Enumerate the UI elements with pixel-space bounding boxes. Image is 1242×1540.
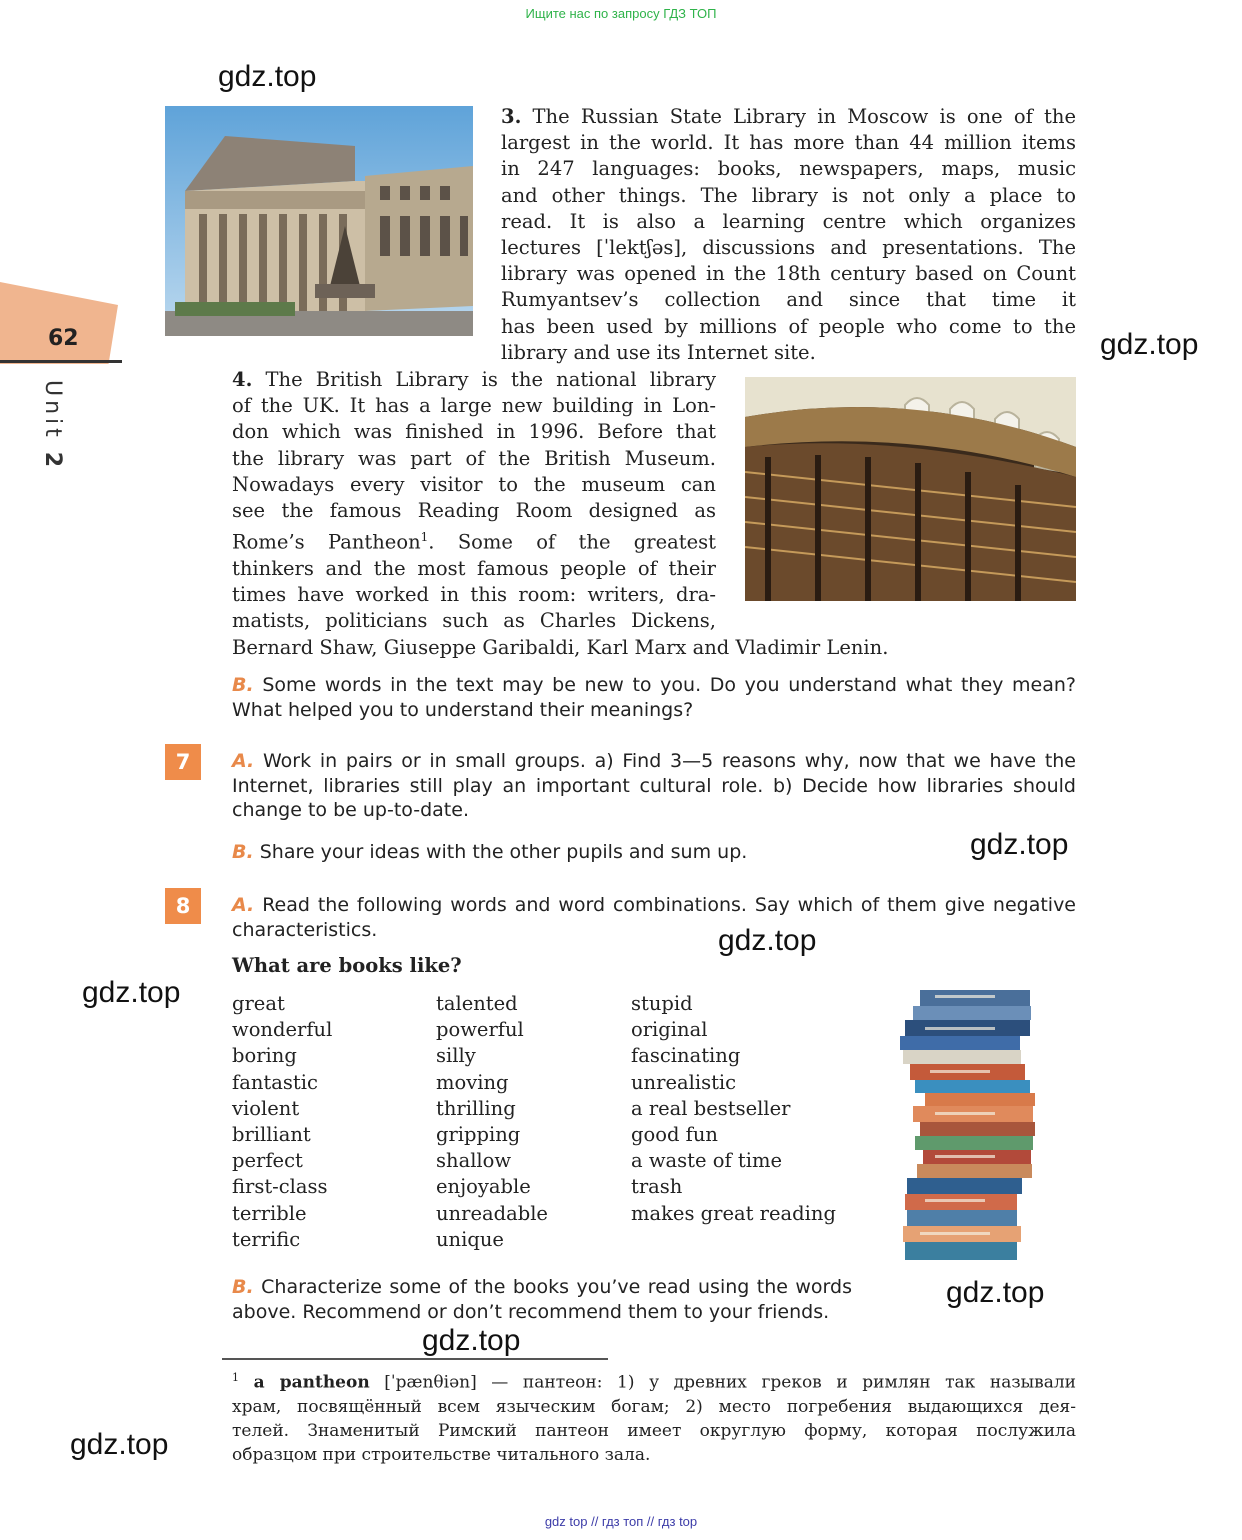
footnote-line: храм, посвящённый всем языческим богам; 2) место погребения выдающихся дея-	[232, 1396, 1076, 1417]
task-6b	[232, 673, 1076, 722]
footnote-rule	[222, 1358, 608, 1360]
word-item: powerful	[436, 1018, 524, 1042]
bottom-links[interactable]: gdz top // гдз топ // гдз top	[544, 1514, 698, 1529]
paragraph-line: times have worked in this room: writers, dra-	[232, 583, 716, 607]
word-item: great	[232, 992, 285, 1015]
task-line: change to be up-to-date.	[232, 799, 469, 821]
paragraph-line: matists, politicians such as Charles Dickens,	[232, 609, 716, 633]
task-text: Share your ideas with the other pupils and sum up.	[259, 841, 748, 863]
word-item: enjoyable	[436, 1175, 531, 1199]
task-line: B. Characterize some of the books you’ve read using the words	[232, 1276, 852, 1298]
word-item: a waste of time	[631, 1149, 782, 1173]
paragraph-line: lectures [ˈlektʃəs], discussions and presentations. The	[501, 236, 1076, 260]
exercise-8a	[232, 893, 1076, 942]
task-letter: A.	[232, 894, 255, 916]
watermark: gdz.top	[218, 60, 317, 93]
footnote-marker: 1	[232, 1371, 239, 1384]
task-letter: B.	[232, 841, 254, 863]
watermark: gdz.top	[718, 924, 817, 957]
paragraph-line: of the UK. It has a large new building in Lon-	[232, 394, 716, 418]
page-number: 62	[48, 326, 79, 351]
paragraph-line: library and use its Internet site.	[501, 340, 816, 364]
task-line: A. Work in pairs or in small groups. a) Find 3—5 reasons why, now that we have the	[232, 750, 1076, 772]
page-tab	[0, 282, 118, 364]
word-item: fascinating	[631, 1044, 741, 1068]
paragraph-number: 3.	[501, 105, 522, 128]
word-item: unique	[436, 1227, 504, 1251]
task-letter: B.	[232, 674, 254, 696]
book-stack-illustration	[895, 985, 1045, 1270]
unit-number: 2	[40, 451, 65, 472]
word-item: wonderful	[232, 1018, 333, 1042]
paragraph-line: has been used by millions of people who come to the	[501, 314, 1076, 338]
footnote-marker: 1	[420, 530, 429, 545]
paragraph-line: thinkers and the most famous people of their	[232, 556, 716, 580]
word-item: thrilling	[436, 1096, 516, 1120]
word-item: talented	[436, 992, 518, 1015]
word-item: a real bestseller	[631, 1096, 791, 1120]
paragraph-4	[232, 367, 889, 661]
watermark: gdz.top	[970, 828, 1069, 861]
word-item: first-class	[232, 1175, 328, 1199]
paragraph-line: the library was part of the British Museum.	[232, 446, 716, 470]
books-heading: What are books like?	[232, 954, 462, 977]
words-column-1	[232, 991, 422, 1253]
word-item: fantastic	[232, 1070, 318, 1094]
exercise-7b	[232, 840, 932, 865]
watermark: gdz.top	[422, 1324, 521, 1357]
paragraph-line: Bernard Shaw, Giuseppe Garibaldi, Karl Marx and Vladimir Lenin.	[232, 635, 889, 659]
word-item: terrific	[232, 1227, 301, 1251]
exercise-8-number: 8	[165, 888, 201, 924]
words-column-2	[436, 991, 616, 1253]
task-line: above. Recommend or don’t recommend them to your friends.	[232, 1300, 830, 1323]
paragraph-line: library was opened in the 18th century based on Count	[501, 262, 1076, 286]
paragraph-3	[501, 104, 1076, 366]
paragraph-line: don which was finished in 1996. Before that	[232, 420, 716, 444]
footnote-term: a pantheon	[253, 1372, 370, 1393]
watermark: gdz.top	[70, 1428, 169, 1461]
paragraph-number: 4.	[232, 368, 253, 391]
task-line: B. Some words in the text may be new to you. Do you understand what they mean?	[232, 674, 1076, 696]
word-item: unreadable	[436, 1201, 548, 1225]
watermark: gdz.top	[946, 1276, 1045, 1309]
footnote-line: телей. Знаменитый Римский пантеон имеет округлую форму, которая послужила	[232, 1420, 1076, 1441]
task-letter: B.	[232, 1276, 254, 1298]
task-line: A. Read the following words and word combinations. Say which of them give negative	[232, 894, 1076, 916]
word-item: boring	[232, 1044, 297, 1068]
paragraph-line: largest in the world. It has more than 44 million items	[501, 131, 1076, 155]
word-item: makes great reading	[631, 1201, 836, 1225]
footnote-line: $^1$ a pantheon [ˈpænθiən] — пантеон: 1) у древних греков и римлян так называли	[232, 1371, 1076, 1393]
reading-room-photo	[745, 377, 1076, 601]
task-letter: A.	[232, 750, 255, 772]
footnote-line: образцом при строительстве читального зала.	[232, 1444, 651, 1465]
unit-word: Unit	[40, 380, 65, 441]
word-item: violent	[232, 1096, 300, 1120]
paragraph-line: Rumyantsev’s collection and since that time it	[501, 288, 1076, 312]
task-line: Internet, libraries still play an important cultural role. b) Decide how libraries should	[232, 774, 1076, 797]
watermark: gdz.top	[82, 976, 181, 1009]
word-item: shallow	[436, 1149, 512, 1173]
exercise-7-number: 7	[165, 744, 201, 780]
word-item: unrealistic	[631, 1070, 737, 1094]
paragraph-line: Rome’s Pantheon$^1$. Some of the greatest	[232, 530, 716, 554]
word-item: brilliant	[232, 1122, 311, 1146]
word-item: stupid	[631, 992, 693, 1015]
page-rule	[0, 360, 122, 363]
word-item: good fun	[631, 1122, 718, 1146]
word-item: terrible	[232, 1201, 307, 1225]
watermark: gdz.top	[1100, 328, 1199, 361]
words-column-3	[631, 991, 881, 1227]
russian-state-library-photo	[165, 106, 473, 336]
paragraph-line: and other things. The library is not only a place to	[501, 183, 1076, 207]
word-item: original	[631, 1018, 708, 1042]
exercise-8b	[232, 1275, 852, 1324]
paragraph-line: read. It is also a learning centre which organizes	[501, 209, 1076, 233]
unit-label	[40, 380, 65, 471]
paragraph-line: Nowadays every visitor to the museum can	[232, 472, 716, 496]
word-item: silly	[436, 1044, 476, 1068]
paragraph-line: see the famous Reading Room designed as	[232, 499, 716, 523]
exercise-7a	[232, 749, 1076, 823]
word-item: gripping	[436, 1122, 521, 1146]
paragraph-line: in 247 languages: books, newspapers, maps, music	[501, 157, 1076, 181]
footnote	[232, 1366, 1076, 1467]
word-item: trash	[631, 1175, 683, 1199]
paragraph-line: 3. The Russian State Library in Moscow is one of the	[501, 105, 1076, 128]
word-item: perfect	[232, 1149, 303, 1173]
task-line: characteristics.	[232, 918, 378, 941]
paragraph-line: 4. The British Library is the national library	[232, 368, 716, 391]
word-item: moving	[436, 1070, 509, 1094]
top-banner[interactable]: Ищите нас по запросу ГДЗ ТОП	[525, 6, 717, 21]
task-line: What helped you to understand their meanings?	[232, 698, 694, 721]
